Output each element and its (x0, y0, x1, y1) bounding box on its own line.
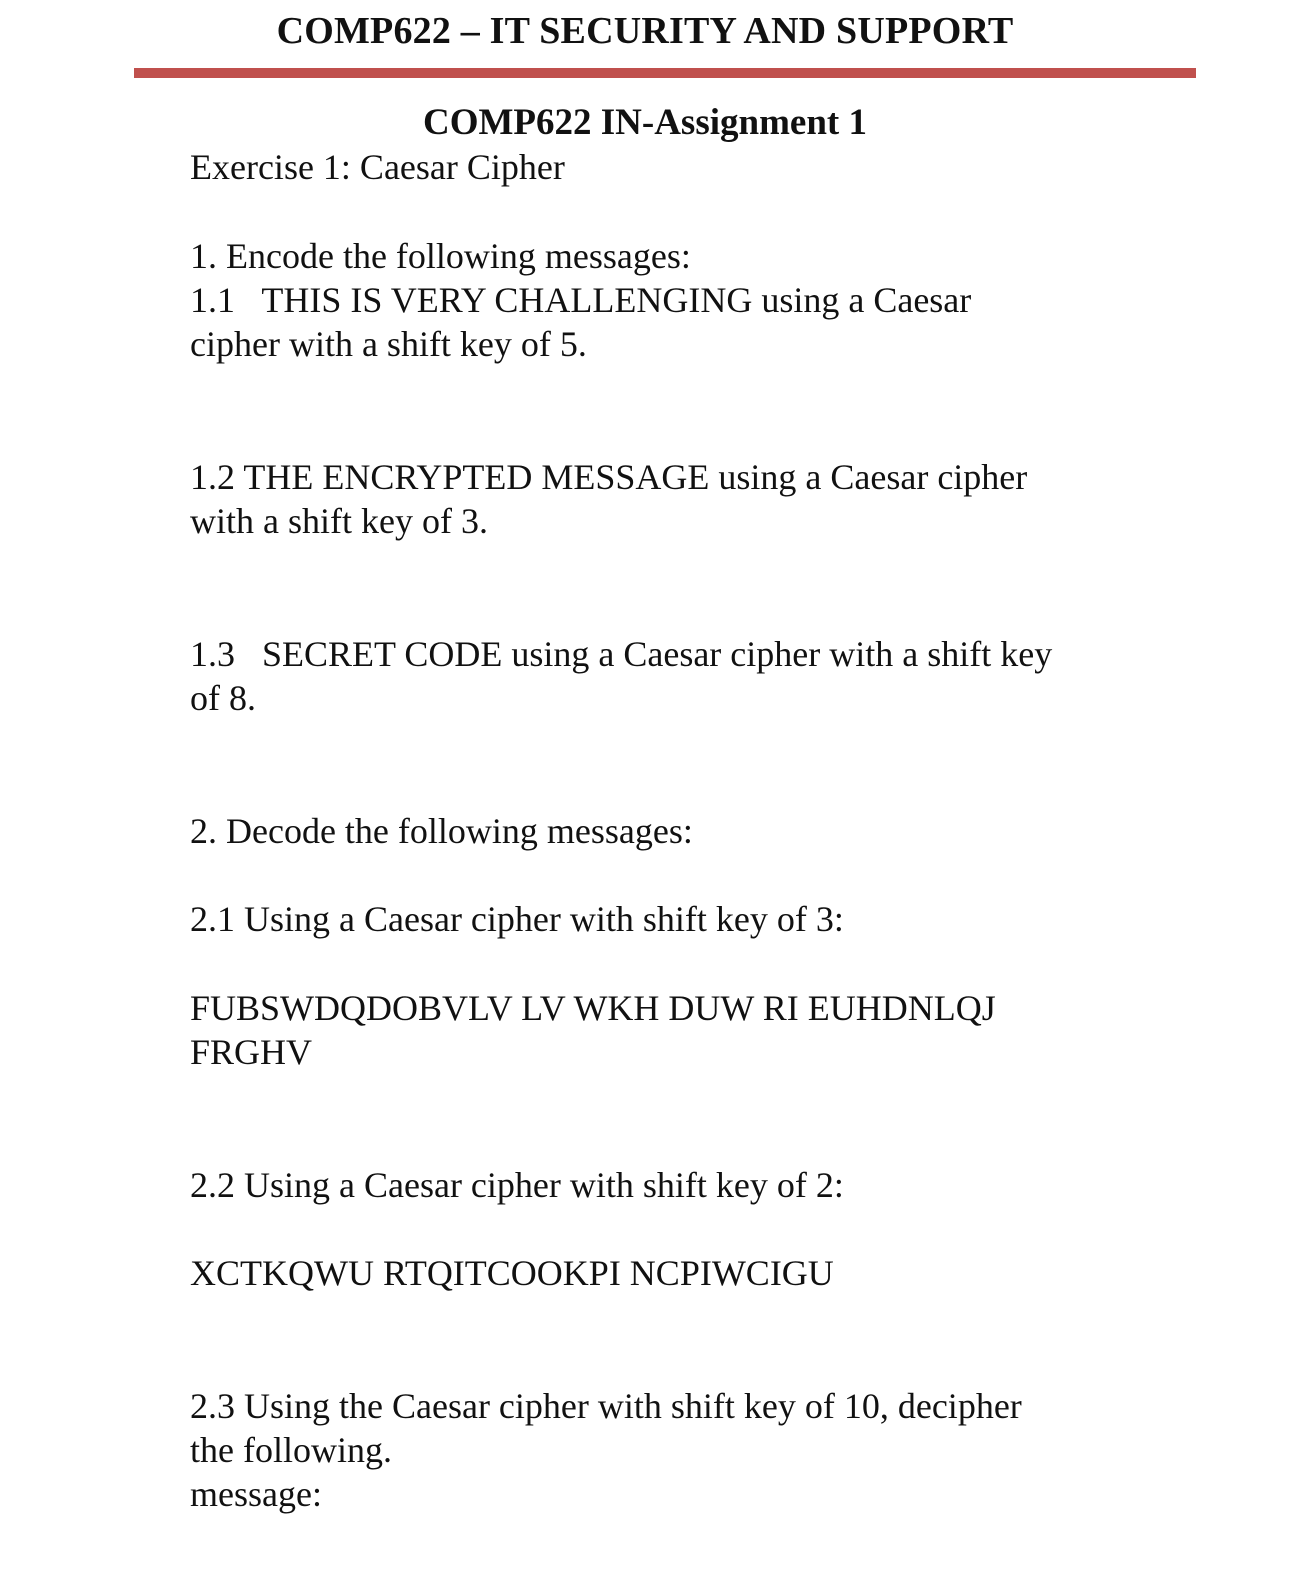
question-2-2: 2.2 Using a Caesar cipher with shift key of 2: (190, 1165, 844, 1205)
question-2-1: 2.1 Using a Caesar cipher with shift key of 3: (190, 899, 844, 939)
document-header-title: COMP622 – IT SECURITY AND SUPPORT (276, 10, 1014, 52)
assignment-title: COMP622 IN-Assignment 1 (423, 102, 867, 143)
section-2-heading: 2. Decode the following messages: (190, 811, 693, 851)
question-1-2: 1.2 THE ENCRYPTED MESSAGE using a Caesar cipher with a shift key of 3. (190, 457, 1028, 541)
question-2-3: 2.3 Using the Caesar cipher with shift key of 10, decipher the following. message: (190, 1386, 1022, 1514)
question-1-3: 1.3 SECRET CODE using a Caesar cipher with a shift key of 8. (190, 634, 1053, 718)
question-2-2-ciphertext: XCTKQWU RTQITCOOKPI NCPIWCIGU (190, 1253, 834, 1293)
section-1-heading: 1. Encode the following messages: (190, 236, 691, 276)
exercise-title: Exercise 1: Caesar Cipher (190, 147, 565, 187)
header-divider-rule (134, 68, 1196, 78)
question-2-1-ciphertext: FUBSWDQDOBVLV LV WKH DUW RI EUHDNLQJ FRGHV (190, 988, 996, 1072)
question-1-1: 1.1 THIS IS VERY CHALLENGING using a Caesar cipher with a shift key of 5. (190, 280, 972, 364)
